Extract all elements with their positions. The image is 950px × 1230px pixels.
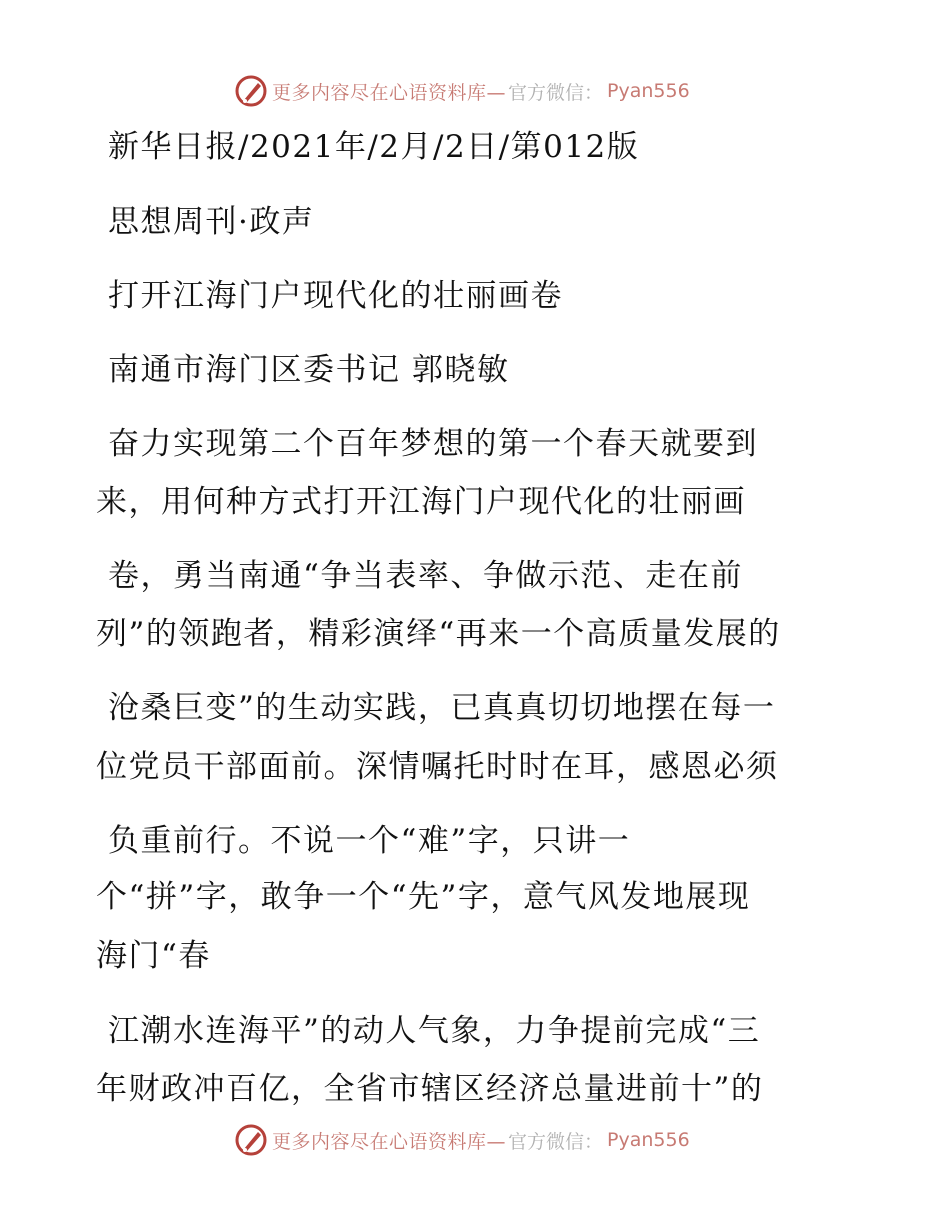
- body-line: 海门“春: [96, 938, 211, 974]
- body-line: 来，用何种方式打开江海门户现代化的壮丽画: [96, 484, 746, 520]
- watermark-id: Pyan556: [607, 1129, 690, 1151]
- article-title: 打开江海门户现代化的壮丽画卷: [108, 278, 563, 314]
- body-line: 江潮水连海平”的动人气象，力争提前完成“三: [108, 1013, 761, 1049]
- article-author: 南通市海门区委书记 郭晓敏: [108, 352, 510, 388]
- header-watermark: [234, 71, 690, 111]
- pen-logo-icon: [234, 74, 268, 108]
- watermark-text: 更多内容尽在心语资料库—: [272, 1130, 507, 1153]
- body-line: 个“拼”字，敢争一个“先”字，意气风发地展现: [96, 879, 751, 915]
- watermark-label: 官方微信：: [508, 81, 604, 104]
- watermark-text: 更多内容尽在心语资料库—: [272, 81, 507, 104]
- footer-watermark: [234, 1120, 690, 1160]
- body-line: 沧桑巨变”的生动实践，已真真切切地摆在每一: [108, 690, 776, 726]
- pen-logo-icon: [234, 1123, 268, 1157]
- body-line: 卷，勇当南通“争当表率、争做示范、走在前: [108, 558, 743, 594]
- body-line: 负重前行。不说一个“难”字，只讲一: [108, 823, 631, 859]
- newspaper-source-line: 新华日报/2021年/2月/2日/第012版: [108, 129, 640, 165]
- body-line: 列”的领跑者，精彩演绎“再来一个高质量发展的: [96, 616, 781, 652]
- body-line: 奋力实现第二个百年梦想的第一个春天就要到: [108, 426, 758, 462]
- column-name: 思想周刊·政声: [108, 204, 315, 240]
- body-line: 年财政冲百亿，全省市辖区经济总量进前十”的: [96, 1071, 764, 1107]
- watermark-id: Pyan556: [607, 80, 690, 102]
- body-line: 位党员干部面前。深情嘱托时时在耳，感恩必须: [96, 749, 779, 785]
- watermark-label: 官方微信：: [508, 1130, 604, 1153]
